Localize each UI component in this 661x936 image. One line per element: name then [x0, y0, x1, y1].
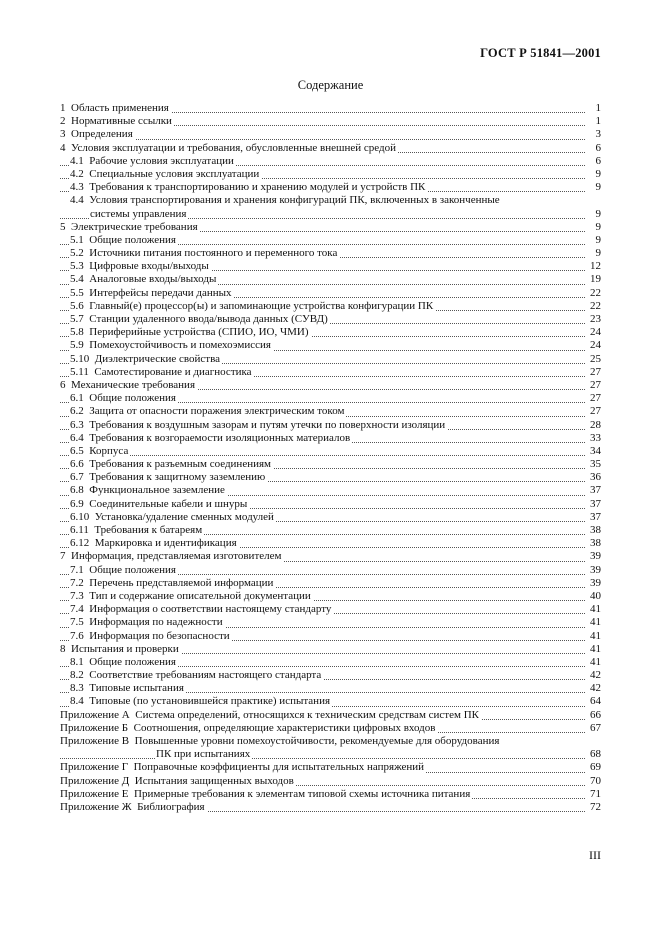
toc-entry-page: 69: [586, 761, 601, 774]
toc-entry-label: Интерфейсы передачи данных: [89, 286, 232, 299]
toc-entry-text: [60, 722, 437, 735]
toc-entry-number: Приложение Б: [60, 721, 129, 734]
toc-entry-label: Испытания и проверки: [71, 642, 179, 655]
toc-entry-number: 6.7: [70, 471, 84, 484]
toc-entry-label: Аналоговые входы/выходы: [89, 273, 217, 286]
toc-entry-page: 9: [586, 234, 601, 247]
toc-entry-label: Механические требования: [71, 378, 196, 391]
toc-entry-label: Область применения: [71, 102, 169, 114]
toc-entry-number: 8.1: [70, 655, 84, 668]
dot-leader: [60, 125, 587, 139]
toc-entry-page: 33: [586, 432, 601, 445]
toc-entry-number: 5.1: [70, 233, 84, 246]
toc-entry-label: Требования к воздушным зазорам и путям утечки по поверхности изоляции: [89, 418, 446, 431]
toc-entry-number: 5.11: [70, 365, 89, 378]
toc-entry-label: Периферийные устройства (СПИО, ИО, ЧМИ): [89, 326, 309, 339]
toc-entry-number: 5.2: [70, 247, 84, 260]
toc-entry-label: Библиография: [137, 800, 205, 813]
toc-entry-page: 39: [586, 550, 601, 563]
toc-entry-page: 9: [586, 208, 601, 221]
toc-entry-page: 23: [586, 313, 601, 326]
toc-entry-number: 5.3: [70, 260, 84, 273]
toc-entry-label: Установка/удаление сменных модулей: [94, 510, 274, 523]
toc-entry-label: Типовые испытания: [89, 682, 184, 695]
toc-entry-label: Маркировка и идентификация: [94, 537, 237, 550]
toc-entry-number: 7.5: [70, 616, 84, 629]
toc-entry-label: Перечень представляемой информации: [89, 576, 274, 589]
toc-entry-number: 7.1: [70, 563, 84, 576]
toc-entry-page: 41: [586, 630, 601, 643]
toc-entry-page: 9: [586, 221, 601, 234]
toc-entry-page: 27: [586, 366, 601, 379]
toc-entry-page: 24: [586, 339, 601, 352]
toc-entry-page: 9: [586, 181, 601, 194]
toc-entry-page: 19: [586, 273, 601, 286]
toc-entry-page: 37: [586, 484, 601, 497]
toc-entry-label: Общие положения: [89, 392, 176, 405]
toc-entry-number: 4.4: [70, 194, 84, 207]
toc-entry-number: Приложение Г: [60, 761, 129, 774]
toc-entry-page: 36: [586, 471, 601, 484]
toc-entry-number: 5.8: [70, 326, 84, 339]
toc-entry-page: 6: [586, 155, 601, 168]
toc-entry-page: 27: [586, 392, 601, 405]
toc-entry-number: 6.6: [70, 458, 84, 471]
toc-entry-number: Приложение А: [60, 708, 130, 721]
toc-entry-number: 5.5: [70, 286, 84, 299]
toc-entry-page: 39: [586, 577, 601, 590]
toc-entry-page: 22: [586, 300, 601, 313]
toc-entry-number: 6.2: [70, 405, 84, 418]
toc-entry-label: Общие положения: [89, 655, 176, 668]
toc-entry-text: [70, 181, 427, 194]
toc-entry-number: 5.10: [70, 352, 90, 365]
toc-entry-page: 34: [586, 445, 601, 458]
toc-entry-page: 24: [586, 326, 601, 339]
toc-entry-page: 35: [586, 458, 601, 471]
toc-entry-label: Требования к защитному заземлению: [89, 471, 266, 484]
toc-entry-page: 27: [586, 379, 601, 392]
toc-entry-number: 8: [60, 642, 66, 655]
toc-entry-number: 6.11: [70, 524, 89, 536]
toc-entry-number: 6.12: [70, 537, 90, 550]
toc-entry-label: Электрические требования: [71, 220, 198, 233]
toc-entry-page: 1: [586, 102, 601, 115]
toc-entry-number: 6.8: [70, 484, 84, 497]
toc-entry-label: Информация, представляемая изготовителем: [71, 550, 282, 563]
toc-entry-label: Общие положения: [89, 233, 176, 246]
toc-entry-page: 38: [586, 537, 601, 550]
toc-entry-number: 8.4: [70, 695, 84, 708]
toc-entry-page: 41: [586, 603, 601, 616]
toc-entry-page: 67: [586, 722, 601, 735]
toc-entry-number: 7.3: [70, 589, 84, 602]
toc-entry-number: 6.4: [70, 431, 84, 444]
toc-entry-page: 9: [586, 168, 601, 181]
toc-entry-number: 4.2: [70, 167, 84, 180]
toc-entry-page: 66: [586, 709, 601, 722]
toc-entry-number: 5.7: [70, 313, 84, 325]
toc-entry-text: [60, 801, 207, 814]
toc-entry-number: 4.1: [70, 154, 84, 167]
toc-entry-number: 7: [60, 550, 66, 563]
toc-entry-page: 1: [586, 115, 601, 128]
toc-entry-number: 7.6: [70, 629, 84, 642]
toc-entry-number: 6.1: [70, 392, 84, 405]
document-standard-number: ГОСТ Р 51841—2001: [480, 46, 601, 60]
toc-entry-number: 6: [60, 378, 66, 391]
toc-entry-number: Приложение Д: [60, 774, 130, 787]
toc-entry-label: Защита от опасности поражения электрическим током: [89, 405, 345, 418]
toc-entry-number: 8.2: [70, 669, 84, 682]
toc-entry-page: 64: [586, 695, 601, 708]
toc-entry-label: Тип и содержание описательной документации: [89, 589, 311, 602]
toc-entry-number: 2: [60, 115, 66, 128]
toc-entry-label: ПК при испытаниях: [156, 748, 251, 761]
toc-entry-number: 5.4: [70, 273, 84, 286]
toc-entry-label: Главный(е) процессор(ы) и запоминающие устройства конфигурации ПК: [89, 299, 434, 312]
toc-entry-label: Определения: [71, 128, 133, 141]
toc-entry-label: Требования к разъемным соединениям: [89, 458, 271, 471]
toc-entry-number: 6.5: [70, 444, 84, 457]
toc-entry-page: 25: [586, 353, 601, 366]
toc-entry-page: 71: [586, 788, 601, 801]
toc-entry-label: Самотестирование и диагностика: [94, 365, 252, 378]
toc-entry-page: 70: [586, 775, 601, 788]
toc-entry-label: Станции удаленного ввода/вывода данных (СУВД): [89, 313, 328, 325]
toc-entry-label: Диэлектрические свойства: [94, 352, 221, 365]
toc-entry-label: Соотношения, определяющие характеристики цифровых входов: [133, 721, 436, 734]
toc-entry-number: 3: [60, 128, 66, 141]
toc-entry-label: Испытания защищенных выходов: [134, 774, 294, 787]
toc-entry-number: 5.6: [70, 299, 84, 312]
toc-entry-number: 7.4: [70, 603, 84, 616]
toc-entry-number: 6.3: [70, 418, 84, 431]
toc-entry-label: Примерные требования к элементам типовой схемы источника питания: [134, 787, 471, 800]
toc-entry-label: Специальные условия эксплуатации: [89, 167, 260, 180]
toc-entry-page: 22: [586, 287, 601, 300]
toc-entry-number: Приложение В: [60, 735, 130, 747]
toc-entry-label: Нормативные ссылки: [71, 115, 172, 128]
toc-entry-page: 12: [586, 260, 601, 273]
toc-entry-label: Помехоустойчивость и помехоэмиссия: [89, 339, 271, 352]
toc-entry-label: Требования к батареям: [94, 524, 203, 536]
toc-entry-label: Типовые (по установившейся практике) испытания: [89, 695, 331, 708]
toc-entry-number: Приложение Е: [60, 787, 129, 800]
toc-entry-page: 41: [586, 656, 601, 669]
toc-entry-label: системы управления: [90, 207, 187, 220]
toc-entry-page: 41: [586, 643, 601, 656]
toc-entry-label: Общие положения: [89, 563, 176, 576]
toc-entry-label: Требования к возгораемости изоляционных материалов: [89, 431, 351, 444]
toc-entry-label: Соединительные кабели и шнуры: [89, 497, 248, 510]
toc-entry-number: 4: [60, 141, 66, 154]
dot-leader: [60, 442, 587, 456]
toc-entry-page: 68: [586, 748, 601, 761]
toc-entry[interactable]: [60, 181, 601, 194]
toc-entry-label: Информация по надежности: [89, 616, 223, 629]
toc-entry-number: 6.9: [70, 497, 84, 510]
toc-entry-page: 40: [586, 590, 601, 603]
toc-entry-number: 5: [60, 220, 66, 233]
toc-entry-number: Приложение Ж: [60, 800, 132, 813]
toc-entry-label: Повышенные уровни помехоустойчивости, рекомендуемые для оборудования: [134, 735, 500, 747]
toc-entry-label: Поправочные коэффициенты для испытательных напряжений: [133, 761, 425, 774]
toc-entry-number: 1: [60, 102, 66, 114]
toc-entry-page: 72: [586, 801, 601, 814]
toc-entry-page: 9: [586, 247, 601, 260]
toc-entry-page: 3: [586, 128, 601, 141]
toc-entry[interactable]: [60, 801, 601, 814]
toc-entry-number: 5.9: [70, 339, 84, 352]
toc-entry-page: 37: [586, 511, 601, 524]
toc-entry-label: Корпуса: [89, 444, 129, 457]
toc-entry-page: 28: [586, 419, 601, 432]
toc-entry-page: 42: [586, 682, 601, 695]
toc-entry-label: Соответствие требованиям настоящего стандарта: [89, 669, 322, 682]
toc-entry-label: Источники питания постоянного и переменного тока: [89, 247, 338, 260]
dot-leader: [60, 745, 587, 759]
toc-entry-label: Система определений, относящихся к техническим средствам систем ПК: [135, 708, 479, 721]
toc-entry-label: Рабочие условия эксплуатации: [89, 154, 234, 167]
toc-entry-label: Условия эксплуатации и требования, обусловленные внешней средой: [71, 141, 396, 154]
toc-entry-number: 4.3: [70, 181, 84, 194]
toc-entry-label: Цифровые входы/выходы: [89, 260, 209, 273]
toc-entry-page: 6: [586, 142, 601, 155]
table-of-contents: [60, 102, 601, 814]
toc-entry-number: 8.3: [70, 682, 84, 695]
toc-entry-number: 6.10: [70, 510, 90, 523]
toc-entry-page: 42: [586, 669, 601, 682]
toc-entry-label: Информация по безопасности: [89, 629, 230, 642]
page-number: III: [589, 848, 601, 862]
toc-entry-page: 41: [586, 616, 601, 629]
toc-entry-label: Функциональное заземление: [89, 484, 225, 497]
toc-entry[interactable]: [60, 722, 601, 735]
toc-entry-page: 38: [586, 524, 601, 537]
toc-entry-label: Условия транспортирования и хранения конфигураций ПК, включенных в законченные: [89, 194, 500, 207]
page-title: Содержание: [297, 78, 364, 92]
toc-entry-label: Информация о соответствии настоящему стандарту: [89, 603, 332, 616]
toc-entry-page: 39: [586, 564, 601, 577]
toc-entry-label: Требования к транспортированию и хранению модулей и устройств ПК: [89, 181, 426, 194]
toc-entry-page: 37: [586, 498, 601, 511]
toc-entry-page: 27: [586, 405, 601, 418]
toc-entry-number: 7.2: [70, 576, 84, 589]
